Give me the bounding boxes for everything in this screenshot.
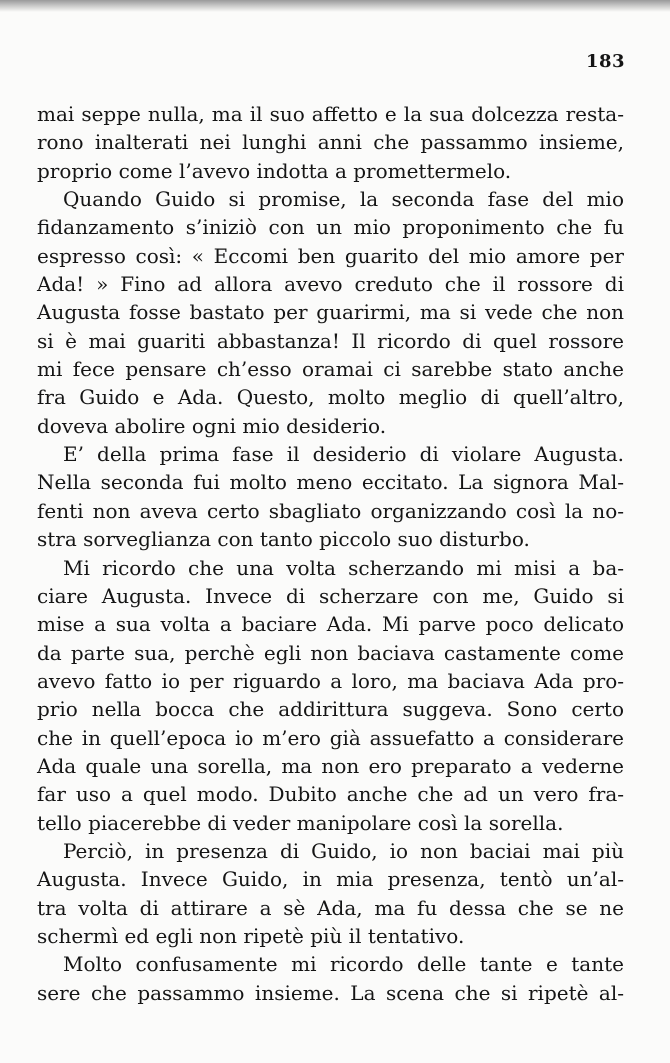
text-line: tello piacerebbe di veder manipolare così la sorella.	[37, 810, 564, 835]
text-line: Nella seconda fui molto meno eccitato. La signora Mal-	[37, 470, 624, 495]
text-line: fenti non aveva certo sbagliato organizzando così la no-	[37, 498, 624, 523]
text-line: Molto confusamente mi ricordo delle tante e tante	[63, 952, 624, 977]
text-line: proprio come l’avevo indotta a promettermelo.	[37, 158, 512, 183]
text-line: da parte sua, perchè egli non baciava castamente come	[37, 640, 624, 665]
text-line: ciare Augusta. Invece di scherzare con me, Guido si	[37, 583, 624, 608]
text-line: rono inalterati nei lunghi anni che passammo insieme,	[37, 130, 624, 155]
text-line: far uso a quel modo. Dubito anche che ad un vero fra-	[37, 782, 624, 807]
text-line: Augusta fosse bastato per guarirmi, ma si vede che non	[37, 300, 624, 325]
page-top-edge	[0, 0, 670, 12]
text-line: stra sorveglianza con tanto piccolo suo disturbo.	[37, 527, 530, 552]
text-line: sere che passammo insieme. La scena che si ripetè al-	[37, 980, 624, 1005]
text-line: Ada quale una sorella, ma non ero preparato a vederne	[37, 753, 624, 778]
text-line: che in quell’epoca io m’ero già assuefatto a considerare	[37, 725, 624, 750]
text-line: schermì ed egli non ripetè più il tentativo.	[37, 923, 465, 948]
text-line: Quando Guido si promise, la seconda fase del mio	[63, 187, 624, 212]
body-text	[37, 100, 624, 1007]
text-line: Mi ricordo che una volta scherzando mi misi a ba-	[63, 555, 624, 580]
text-line: prio nella bocca che addirittura suggeva. Sono certo	[37, 697, 624, 722]
text-line: tra volta di attirare a sè Ada, ma fu dessa che se ne	[37, 895, 624, 920]
text-line: si è mai guariti abbastanza! Il ricordo di quel rossore	[37, 328, 624, 353]
text-line: Augusta. Invece Guido, in mia presenza, tentò un’al-	[37, 867, 624, 892]
text-line: avevo fatto io per riguardo a loro, ma baciava Ada pro-	[37, 668, 624, 693]
text-line: Ada! » Fino ad allora avevo creduto che il rossore di	[37, 272, 624, 297]
page-number: 183	[586, 51, 626, 72]
text-line: Perciò, in presenza di Guido, io non baciai mai più	[63, 838, 624, 863]
text-line: fra Guido e Ada. Questo, molto meglio di quell’altro,	[37, 385, 624, 410]
text-line: mise a sua volta a baciare Ada. Mi parve poco delicato	[37, 612, 624, 637]
text-line: espresso così: « Eccomi ben guarito del mio amore per	[37, 243, 624, 268]
text-line: fidanzamento s’iniziò con un mio proponimento che fu	[37, 215, 624, 240]
text-line: E’ della prima fase il desiderio di violare Augusta.	[63, 442, 624, 467]
text-line: doveva abolire ogni mio desiderio.	[37, 413, 387, 438]
text-line: mai seppe nulla, ma il suo affetto e la sua dolcezza resta-	[37, 102, 624, 126]
text-line: mi fece pensare ch’esso oramai ci sarebbe stato anche	[37, 357, 624, 382]
